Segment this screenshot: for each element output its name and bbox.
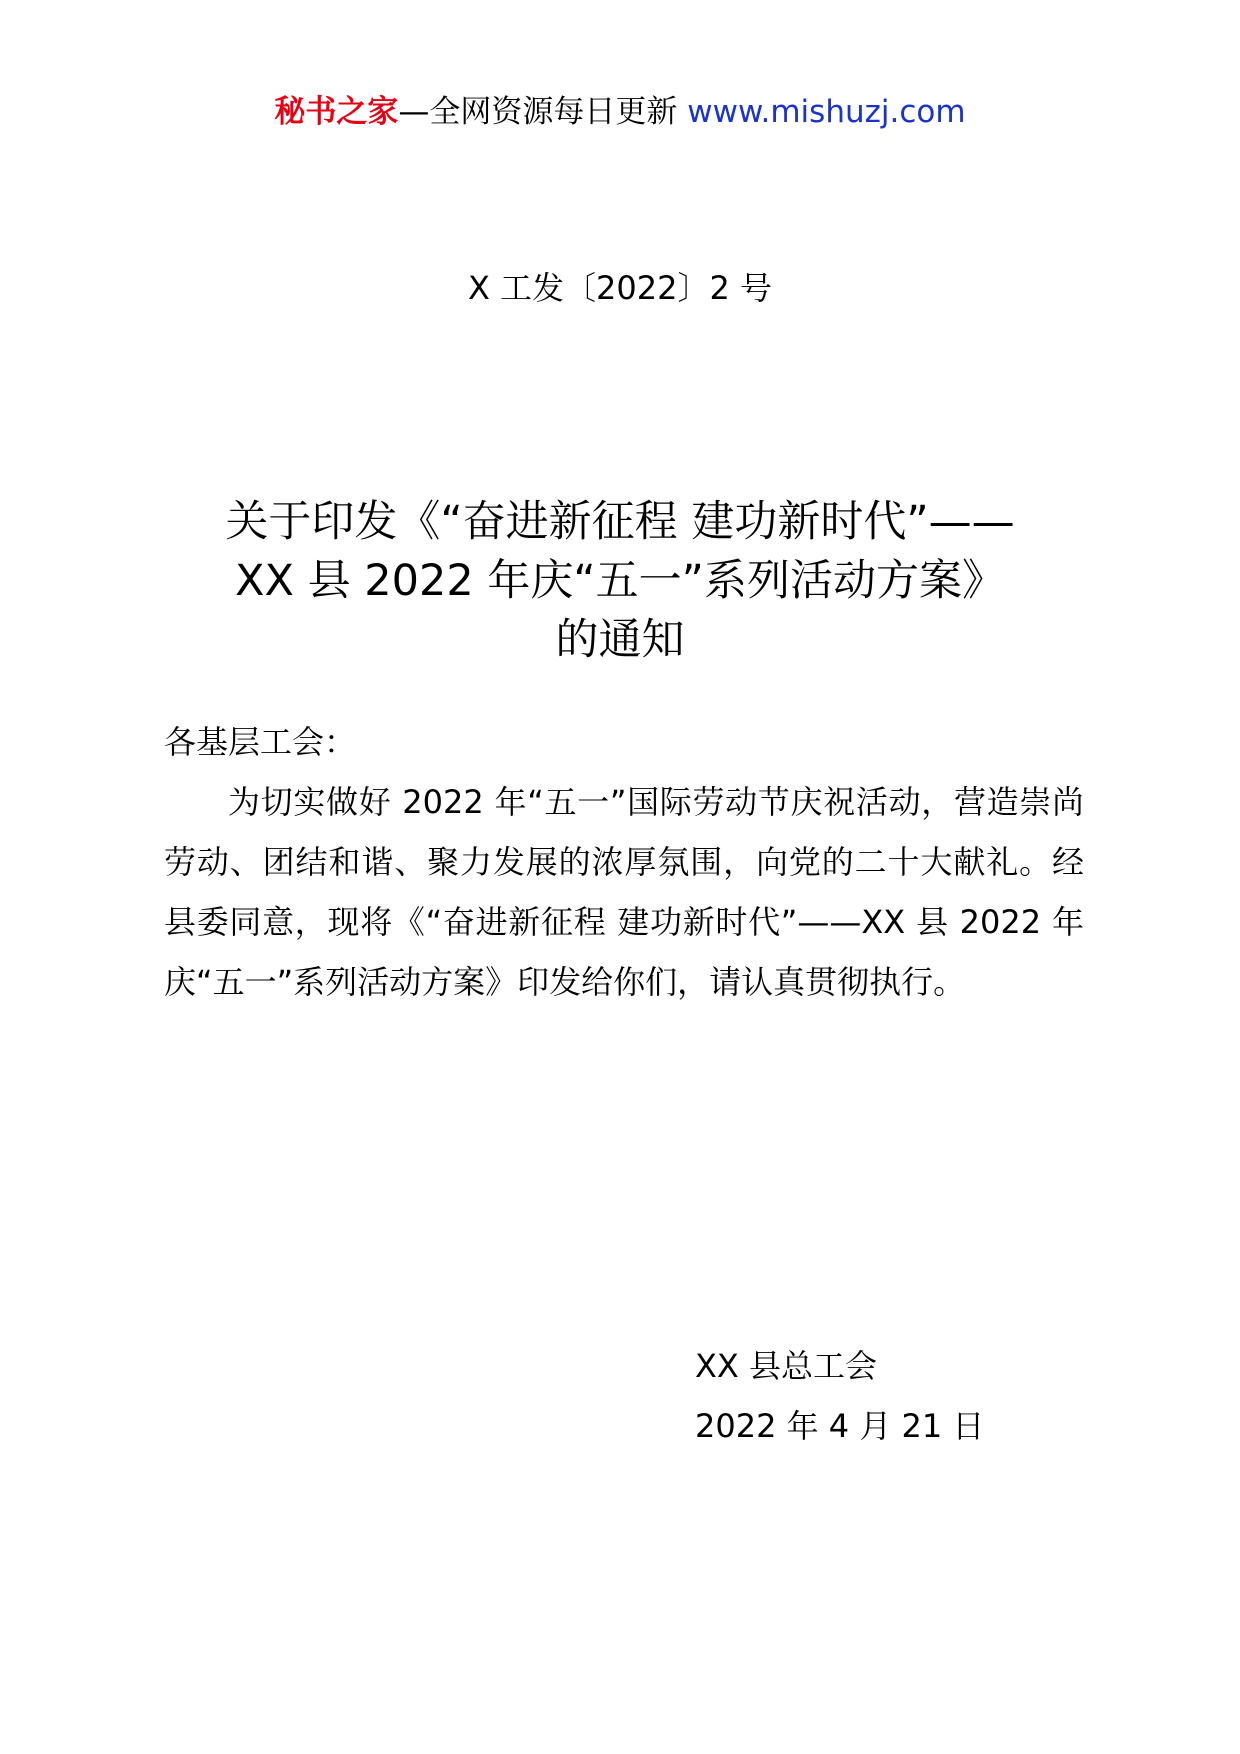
document-title [100,493,1140,670]
signature-date: 2022 年 4 月 21 日 [695,1407,985,1445]
document-title-line: 的通知 [555,615,685,665]
document-number: X 工发〔2022〕2 号 [467,269,773,307]
site-url-link[interactable]: www.mishuzj.com [687,94,966,130]
site-header [0,92,1240,132]
site-brand-name: 秘书之家 [274,94,399,130]
document-title-line: XX 县 2022 年庆“五一”系列活动方案》 [235,556,1005,606]
site-tagline: —全网资源每日更新 [398,94,688,130]
salutation: 各基层工会： [164,723,357,761]
signature-organization: XX 县总工会 [695,1347,878,1385]
body-paragraph: 为切实做好 2022 年“五一”国际劳动节庆祝活动，营造崇尚劳动、团结和谐、聚力发展的浓厚氛围，向党的二十大献礼。经县委同意，现将《“奋进新征程 建功新时代”——XX 县 2022 年庆“五一”系列活动方案》印发给你们，请认真贯彻执行。 [164,783,1084,1001]
document-title-line: 关于印发《“奋进新征程 建功新时代”—— [225,497,1015,547]
